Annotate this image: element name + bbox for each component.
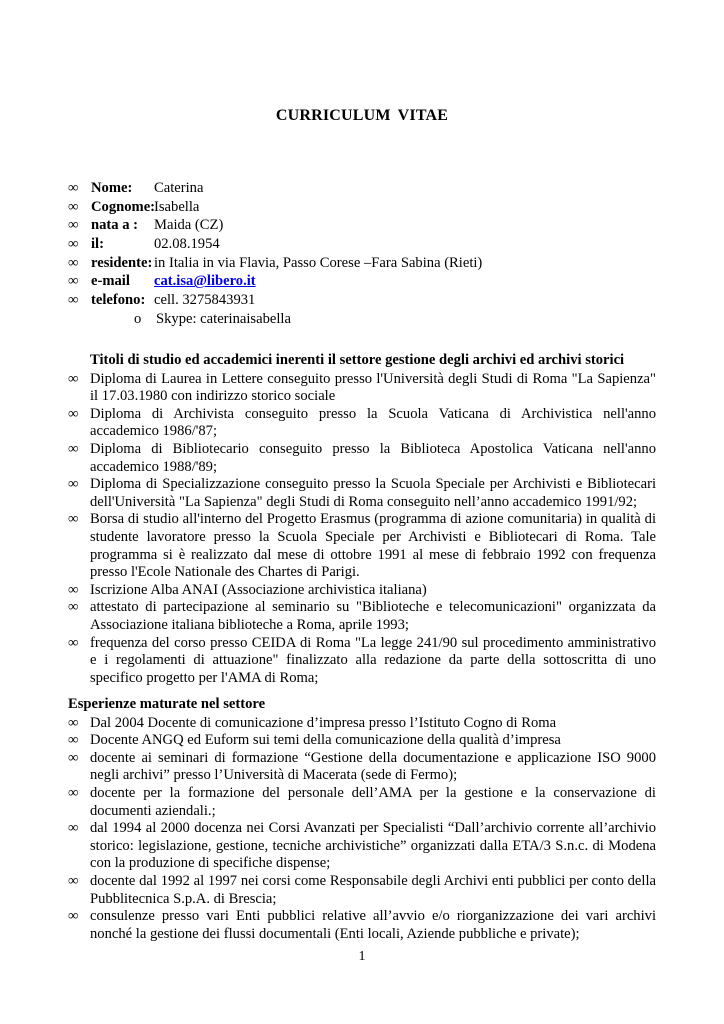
list-item-text: Docente ANGQ ed Euform sui temi della comunicazione della qualità d’impresa bbox=[90, 732, 561, 749]
sub-bullet-icon: o bbox=[134, 310, 142, 327]
personal-row-email bbox=[68, 273, 668, 292]
personal-label: Cognome: bbox=[91, 198, 156, 215]
list-item-text: Diploma di Bibliotecario conseguito presso la Biblioteca Apostolica Vaticana nell'anno accademico 1988/'89; bbox=[90, 440, 656, 475]
experience-section bbox=[68, 696, 656, 943]
list-item bbox=[68, 715, 656, 733]
education-section bbox=[68, 352, 656, 687]
personal-label: e-mail bbox=[91, 273, 130, 290]
personal-row-nata bbox=[68, 217, 668, 236]
personal-label: telefono: bbox=[91, 292, 146, 309]
list-item bbox=[68, 908, 656, 943]
personal-label: il: bbox=[91, 236, 104, 253]
bullet-icon: ∞ bbox=[68, 872, 79, 889]
bullet-icon: ∞ bbox=[68, 599, 79, 616]
bullet-icon: ∞ bbox=[68, 217, 79, 234]
personal-label: Nome: bbox=[91, 180, 133, 196]
list-item bbox=[68, 873, 656, 908]
list-item bbox=[68, 371, 656, 406]
list-item-text: docente per la formazione del personale dell’AMA per la gestione e la conservazione di documenti aziendali.; bbox=[90, 784, 656, 819]
list-item-text: docente dal 1992 al 1997 nei corsi come Responsabile degli Archivi enti pubblici per conto della Pubblitecnica S.p.A. di Brescia; bbox=[90, 872, 656, 907]
personal-row-il bbox=[68, 236, 668, 255]
list-item-text: Borsa di studio all'interno del Progetto Erasmus (programma di azione comunitaria) in qualità di studente lavoratore presso la Scuola Speciale per Archivisti e Bibliotecari di Roma. Tale programma si è realizzato dal mese di ottobre 1991 al mese di febbraio 1992 con frequenza presso l'Ecole Nationale des Chartes di Parigi. bbox=[90, 511, 656, 581]
list-item-text: Diploma di Specializzazione conseguito presso la Scuola Speciale per Archivisti e Bibliotecari dell'Università "La Sapienza" degli Studi di Roma conseguito nell’anno accademico 1991/92; bbox=[90, 476, 656, 510]
personal-value: Isabella bbox=[154, 198, 200, 215]
personal-row-nome bbox=[68, 180, 668, 199]
list-item-text: frequenza del corso presso CEIDA di Roma "La legge 241/90 sul procedimento amministrativo e i regolamenti di attuazione" finalizzato alla redazione da parte della sottoscritta di uno specifico progetto per l'AMA di Roma; bbox=[90, 634, 656, 686]
bullet-icon: ∞ bbox=[68, 634, 79, 651]
list-item-text: Iscrizione Alba ANAI (Associazione archivistica italiana) bbox=[90, 581, 427, 598]
page-number: 1 bbox=[358, 949, 366, 964]
list-item-text: Diploma di Archivista conseguito presso la Scuola Vaticana di Archivistica nell'anno accademico 1986/'87; bbox=[90, 405, 656, 440]
bullet-icon: ∞ bbox=[68, 254, 79, 271]
bullet-icon: ∞ bbox=[68, 273, 79, 290]
bullet-icon: ∞ bbox=[68, 370, 79, 387]
email-link[interactable]: cat.isa@libero.it bbox=[154, 273, 256, 290]
personal-row-telefono bbox=[68, 292, 668, 311]
experience-heading: Esperienze maturate nel settore bbox=[68, 696, 266, 712]
bullet-icon: ∞ bbox=[68, 236, 79, 253]
education-list bbox=[68, 371, 656, 688]
personal-label: nata a : bbox=[91, 217, 139, 234]
personal-value: cell. 3275843931 bbox=[154, 292, 256, 309]
personal-row-residente bbox=[68, 255, 668, 274]
list-item bbox=[68, 441, 656, 476]
bullet-icon: ∞ bbox=[68, 784, 79, 801]
personal-value: Maida (CZ) bbox=[154, 217, 224, 234]
personal-info-list bbox=[68, 180, 668, 329]
bullet-icon: ∞ bbox=[68, 714, 79, 731]
bullet-icon: ∞ bbox=[68, 440, 79, 457]
list-item-text: attestato di partecipazione al seminario su "Biblioteche e telecomunicazioni" organizzata da Associazione italiana biblioteche a Roma, aprile 1993; bbox=[90, 599, 656, 633]
list-item bbox=[68, 511, 656, 581]
list-item-text: Dal 2004 Docente di comunicazione d’impresa presso l’Istituto Cogno di Roma bbox=[90, 714, 557, 731]
list-item bbox=[68, 785, 656, 820]
list-item bbox=[68, 635, 656, 688]
bullet-icon: ∞ bbox=[68, 405, 79, 422]
list-item bbox=[68, 750, 656, 785]
education-heading: Titoli di studio ed accademici inerenti il settore gestione degli archivi ed archivi storici bbox=[90, 352, 625, 368]
personal-value: in Italia in via Flavia, Passo Corese –Fara Sabina (Rieti) bbox=[154, 254, 483, 271]
list-item bbox=[68, 476, 656, 511]
bullet-icon: ∞ bbox=[68, 198, 79, 215]
list-item bbox=[68, 582, 656, 600]
list-item-text: docente ai seminari di formazione “Gestione della documentazione e applicazione ISO 9000 negli archivi” presso l’Università di Macerata (sede di Fermo); bbox=[90, 749, 656, 784]
personal-value: 02.08.1954 bbox=[154, 236, 220, 253]
list-item bbox=[68, 599, 656, 634]
bullet-icon: ∞ bbox=[68, 292, 79, 309]
bullet-icon: ∞ bbox=[68, 581, 79, 598]
list-item bbox=[68, 820, 656, 873]
bullet-icon: ∞ bbox=[68, 511, 79, 528]
document-title: CURRICULUM VITAE bbox=[275, 107, 449, 124]
personal-value: Caterina bbox=[154, 180, 204, 196]
list-item-text: Diploma di Laurea in Lettere conseguito presso l'Università degli Studi di Roma "La Sapienza" il 17.03.1980 con indirizzo storico sociale bbox=[90, 370, 656, 405]
bullet-icon: ∞ bbox=[68, 749, 79, 766]
bullet-icon: ∞ bbox=[68, 820, 79, 837]
skype-text: Skype: caterinaisabella bbox=[156, 310, 291, 327]
skype-row bbox=[68, 311, 668, 329]
personal-row-cognome bbox=[68, 199, 668, 218]
list-item-text: consulenze presso vari Enti pubblici relative all’avvio e/o riorganizzazione dei vari archivi nonché la gestione dei flussi documentali (Enti locali, Aziende pubbliche e private); bbox=[90, 908, 656, 942]
bullet-icon: ∞ bbox=[68, 476, 79, 493]
bullet-icon: ∞ bbox=[68, 732, 79, 749]
experience-list bbox=[68, 715, 656, 944]
list-item-text: dal 1994 al 2000 docenza nei Corsi Avanzati per Specialisti “Dall’archivio corrente all’archivio storico: legislazione, gestione, tecniche archivistiche” organizzati dalla ETA/3 S.n.c. di Modena con la produzione di specifiche dispense; bbox=[90, 820, 656, 872]
list-item bbox=[68, 406, 656, 441]
bullet-icon: ∞ bbox=[68, 908, 79, 925]
personal-label: residente: bbox=[91, 254, 153, 271]
bullet-icon: ∞ bbox=[68, 180, 79, 196]
list-item bbox=[68, 732, 656, 750]
